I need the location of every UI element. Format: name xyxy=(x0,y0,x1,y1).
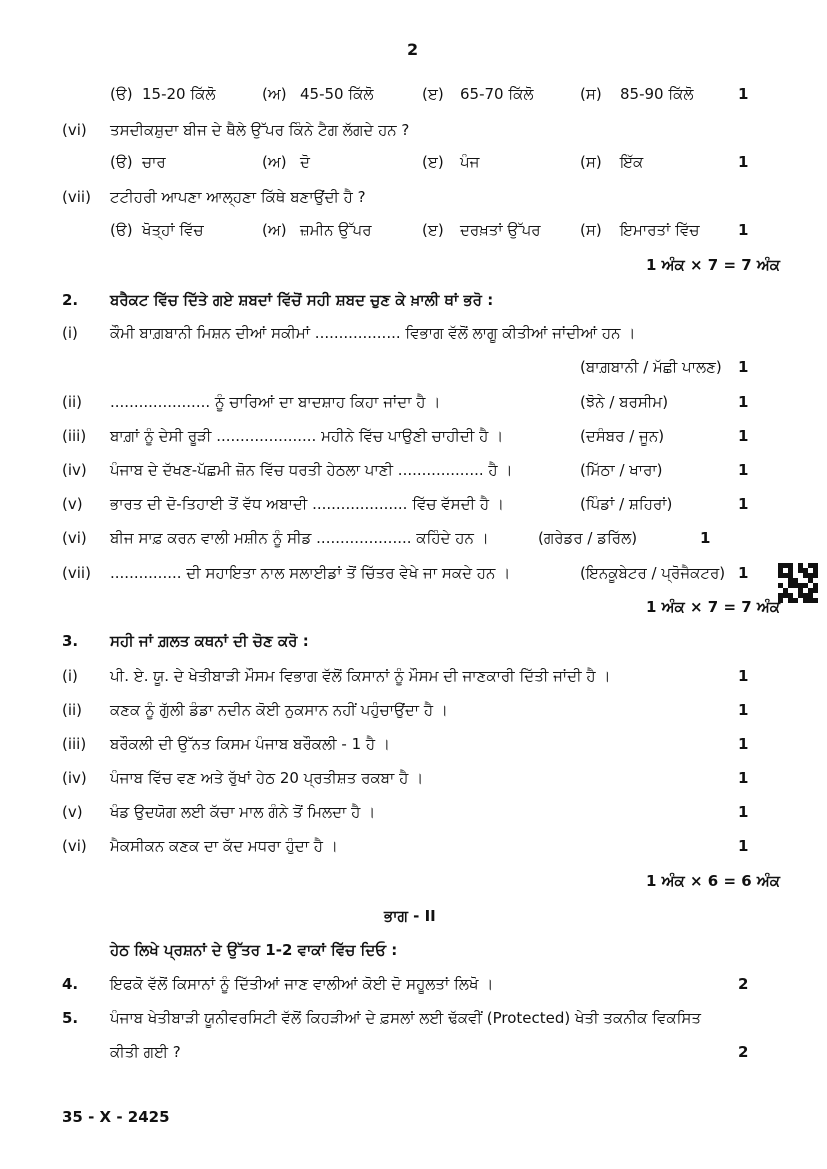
option-label: (ੳ) xyxy=(110,221,133,239)
question-number: 4. xyxy=(62,975,79,993)
item-number: (iii) xyxy=(62,427,87,445)
item-text: ਖੰਡ ਉਦਯੋਗ ਲਈ ਕੱਚਾ ਮਾਲ ਗੰਨੇ ਤੋਂ ਮਿਲਦਾ ਹੈ । xyxy=(110,803,376,821)
marks: 1 xyxy=(738,701,749,719)
item-number: (ii) xyxy=(62,393,83,411)
option-label: (ਸ) xyxy=(580,153,602,171)
item-number: (i) xyxy=(62,667,78,685)
option-text: 15-20 ਕਿੱਲੋ xyxy=(142,85,216,103)
marks: 2 xyxy=(738,975,749,993)
item-number: (ii) xyxy=(62,701,83,719)
item-text: ਕਣਕ ਨੂੰ ਗੁੱਲੀ ਡੰਡਾ ਨਦੀਨ ਕੋਈ ਨੁਕਸਾਨ ਨਹੀਂ ਪਹੁੰਚਾਉਂਦਾ ਹੈ । xyxy=(110,701,448,719)
marks: 1 xyxy=(738,803,749,821)
qr-code-icon xyxy=(778,563,818,603)
section-heading: ਬਰੈਕਟ ਵਿੱਚ ਦਿੱਤੇ ਗਏ ਸ਼ਬਦਾਂ ਵਿੱਚੋਂ ਸਹੀ ਸ਼ਬਦ ਚੁਣ ਕੇ ਖ਼ਾਲੀ ਥਾਂ ਭਰੋ : xyxy=(110,291,494,309)
option-text: 65-70 ਕਿੱਲੋ xyxy=(460,85,534,103)
section-heading: ਸਹੀ ਜਾਂ ਗ਼ਲਤ ਕਥਨਾਂ ਦੀ ਚੋਣ ਕਰੋ : xyxy=(110,632,309,650)
item-choice: (ਪਿੰਡਾਂ / ਸ਼ਹਿਰਾਂ) xyxy=(580,495,673,513)
item-choice: (ਝੋਨੇ / ਬਰਸੀਮ) xyxy=(580,393,669,411)
section-total: 1 ਅੰਕ × 7 = 7 ਅੰਕ xyxy=(646,598,781,616)
option-label: (ੲ) xyxy=(422,153,444,171)
question-text: ਟਟੀਹਰੀ ਆਪਣਾ ਆਲ੍ਹਣਾ ਕਿੱਥੇ ਬਣਾਉਂਦੀ ਹੈ ? xyxy=(110,188,366,206)
item-number: (v) xyxy=(62,495,83,513)
section-total: 1 ਅੰਕ × 6 = 6 ਅੰਕ xyxy=(646,872,781,890)
question-number: 2. xyxy=(62,291,79,309)
item-text: ਬਰੌਕਲੀ ਦੀ ਉੱਨਤ ਕਿਸਮ ਪੰਜਾਬ ਬਰੌਕਲੀ - 1 ਹੈ । xyxy=(110,735,390,753)
option-text: ਜ਼ਮੀਨ ਉੱਪਰ xyxy=(300,221,372,239)
item-number: (vi) xyxy=(62,837,87,855)
paper-code: 35 - X - 2425 xyxy=(62,1108,170,1126)
option-label: (ਸ) xyxy=(580,221,602,239)
option-label: (ਅ) xyxy=(262,221,287,239)
question-text-continued: ਕੀਤੀ ਗਈ ? xyxy=(110,1043,181,1061)
section-total: 1 ਅੰਕ × 7 = 7 ਅੰਕ xyxy=(646,256,781,274)
marks: 1 xyxy=(738,495,749,513)
question-number: 5. xyxy=(62,1009,79,1027)
item-text: ਬੀਜ ਸਾਫ਼ ਕਰਨ ਵਾਲੀ ਮਸ਼ੀਨ ਨੂੰ ਸੀਡ .................... ਕਹਿੰਦੇ ਹਨ । xyxy=(110,529,489,547)
item-text: ਪੀ. ਏ. ਯੂ. ਦੇ ਖੇਤੀਬਾੜੀ ਮੌਸਮ ਵਿਭਾਗ ਵੱਲੋਂ ਕਿਸਾਨਾਂ ਨੂੰ ਮੌਸਮ ਦੀ ਜਾਣਕਾਰੀ ਦਿੱਤੀ ਜਾਂਦੀ ਹੈ । xyxy=(110,667,611,685)
option-label: (ੳ) xyxy=(110,85,133,103)
marks: 1 xyxy=(738,837,749,855)
marks: 1 xyxy=(738,735,749,753)
item-number: (iii) xyxy=(62,735,87,753)
item-text: ਭਾਰਤ ਦੀ ਦੋ-ਤਿਹਾਈ ਤੋਂ ਵੱਧ ਅਬਾਦੀ .................... ਵਿੱਚ ਵੱਸਦੀ ਹੈ । xyxy=(110,495,504,513)
question-text: ਪੰਜਾਬ ਖੇਤੀਬਾੜੀ ਯੂਨੀਵਰਸਿਟੀ ਵੱਲੋਂ ਕਿਹੜੀਆਂ ਦੇ ਫ਼ਸਲਾਂ ਲਈ ਢੱਕਵੀਂ (Protected) ਖੇਤੀ ਤਕਨੀਕ ਵਿਕਸਿਤ xyxy=(110,1009,702,1027)
marks: 1 xyxy=(738,769,749,787)
part-instruction: ਹੇਠ ਲਿਖੇ ਪ੍ਰਸ਼ਨਾਂ ਦੇ ਉੱਤਰ 1-2 ਵਾਕਾਂ ਵਿੱਚ ਦਿਓ : xyxy=(110,941,398,959)
question-number: (vii) xyxy=(62,188,91,206)
option-text: ਇਮਾਰਤਾਂ ਵਿੱਚ xyxy=(620,221,700,239)
option-text: ਪੰਜ xyxy=(460,153,480,171)
item-text: ਪੰਜਾਬ ਦੇ ਦੱਖਣ-ਪੱਛਮੀ ਜ਼ੋਨ ਵਿੱਚ ਧਰਤੀ ਹੇਠਲਾ ਪਾਣੀ .................. ਹੈ । xyxy=(110,461,513,479)
item-number: (v) xyxy=(62,803,83,821)
option-text: ਦਰਖ਼ਤਾਂ ਉੱਪਰ xyxy=(460,221,541,239)
item-number: (vii) xyxy=(62,564,91,582)
option-label: (ਅ) xyxy=(262,153,287,171)
question-text: ਤਸਦੀਕਸ਼ੁਦਾ ਬੀਜ ਦੇ ਥੈਲੇ ਉੱਪਰ ਕਿੰਨੇ ਟੈਗ ਲੱਗਦੇ ਹਨ ? xyxy=(110,121,410,139)
item-number: (vi) xyxy=(62,529,87,547)
option-text: 45-50 ਕਿੱਲੋ xyxy=(300,85,374,103)
item-number: (iv) xyxy=(62,769,87,787)
option-text: ਚਾਰ xyxy=(142,153,166,171)
marks: 1 xyxy=(738,461,749,479)
option-text: ਖੋਤ੍ਹਾਂ ਵਿੱਚ xyxy=(142,221,204,239)
marks: 1 xyxy=(738,427,749,445)
marks: 2 xyxy=(738,1043,749,1061)
option-label: (ੲ) xyxy=(422,221,444,239)
question-text: ਇਫਕੋ ਵੱਲੋਂ ਕਿਸਾਨਾਂ ਨੂੰ ਦਿੱਤੀਆਂ ਜਾਣ ਵਾਲੀਆਂ ਕੋਈ ਦੋ ਸਹੂਲਤਾਂ ਲਿਖੋ । xyxy=(110,975,494,993)
marks: 1 xyxy=(700,529,711,547)
marks: 1 xyxy=(738,564,749,582)
item-number: (iv) xyxy=(62,461,87,479)
marks: 1 xyxy=(738,85,749,103)
item-text: ............... ਦੀ ਸਹਾਇਤਾ ਨਾਲ ਸਲਾਈਡਾਂ ਤੋਂ ਚਿੱਤਰ ਵੇਖੇ ਜਾ ਸਕਦੇ ਹਨ । xyxy=(110,564,511,582)
item-text: ਬਾਗ਼ਾਂ ਨੂੰ ਦੇਸੀ ਰੂੜੀ ..................... ਮਹੀਨੇ ਵਿੱਚ ਪਾਉਣੀ ਚਾਹੀਦੀ ਹੈ । xyxy=(110,427,504,445)
marks: 1 xyxy=(738,358,749,376)
item-choice: (ਗਰੇਡਰ / ਡਰਿੱਲ) xyxy=(538,529,638,547)
item-text: ਪੰਜਾਬ ਵਿੱਚ ਵਣ ਅਤੇ ਰੁੱਖਾਂ ਹੇਠ 20 ਪ੍ਰਤੀਸ਼ਤ ਰਕਬਾ ਹੈ । xyxy=(110,769,424,787)
item-number: (i) xyxy=(62,324,78,342)
part-title: ਭਾਗ - II xyxy=(384,907,436,925)
item-choice: (ਬਾਗ਼ਬਾਨੀ / ਮੱਛੀ ਪਾਲਣ) xyxy=(580,358,722,376)
option-label: (ੳ) xyxy=(110,153,133,171)
marks: 1 xyxy=(738,221,749,239)
marks: 1 xyxy=(738,393,749,411)
option-label: (ਅ) xyxy=(262,85,287,103)
option-text: ਇੱਕ xyxy=(620,153,644,171)
item-choice: (ਮਿੱਠਾ / ਖਾਰਾ) xyxy=(580,461,663,479)
page-number: 2 xyxy=(407,40,419,59)
marks: 1 xyxy=(738,667,749,685)
question-number: 3. xyxy=(62,632,79,650)
option-text: 85-90 ਕਿੱਲੋ xyxy=(620,85,694,103)
item-text: ਕੌਮੀ ਬਾਗ਼ਬਾਨੀ ਮਿਸ਼ਨ ਦੀਆਂ ਸਕੀਮਾਂ .................. ਵਿਭਾਗ ਵੱਲੋਂ ਲਾਗੂ ਕੀਤੀਆਂ ਜਾਂਦੀਆਂ ਹਨ । xyxy=(110,324,636,342)
option-text: ਦੋ xyxy=(300,153,310,171)
item-choice: (ਦਸੰਬਰ / ਜੂਨ) xyxy=(580,427,665,445)
option-label: (ੲ) xyxy=(422,85,444,103)
option-label: (ਸ) xyxy=(580,85,602,103)
item-choice: (ਇਨਕੂਬੇਟਰ / ਪ੍ਰੋਜੈਕਟਰ) xyxy=(580,564,726,582)
item-text: ਮੈਕਸੀਕਨ ਕਣਕ ਦਾ ਕੱਦ ਮਧਰਾ ਹੁੰਦਾ ਹੈ । xyxy=(110,837,338,855)
question-number: (vi) xyxy=(62,121,87,139)
item-text: ..................... ਨੂੰ ਚਾਰਿਆਂ ਦਾ ਬਾਦਸ਼ਾਹ ਕਿਹਾ ਜਾਂਦਾ ਹੈ । xyxy=(110,393,441,411)
marks: 1 xyxy=(738,153,749,171)
